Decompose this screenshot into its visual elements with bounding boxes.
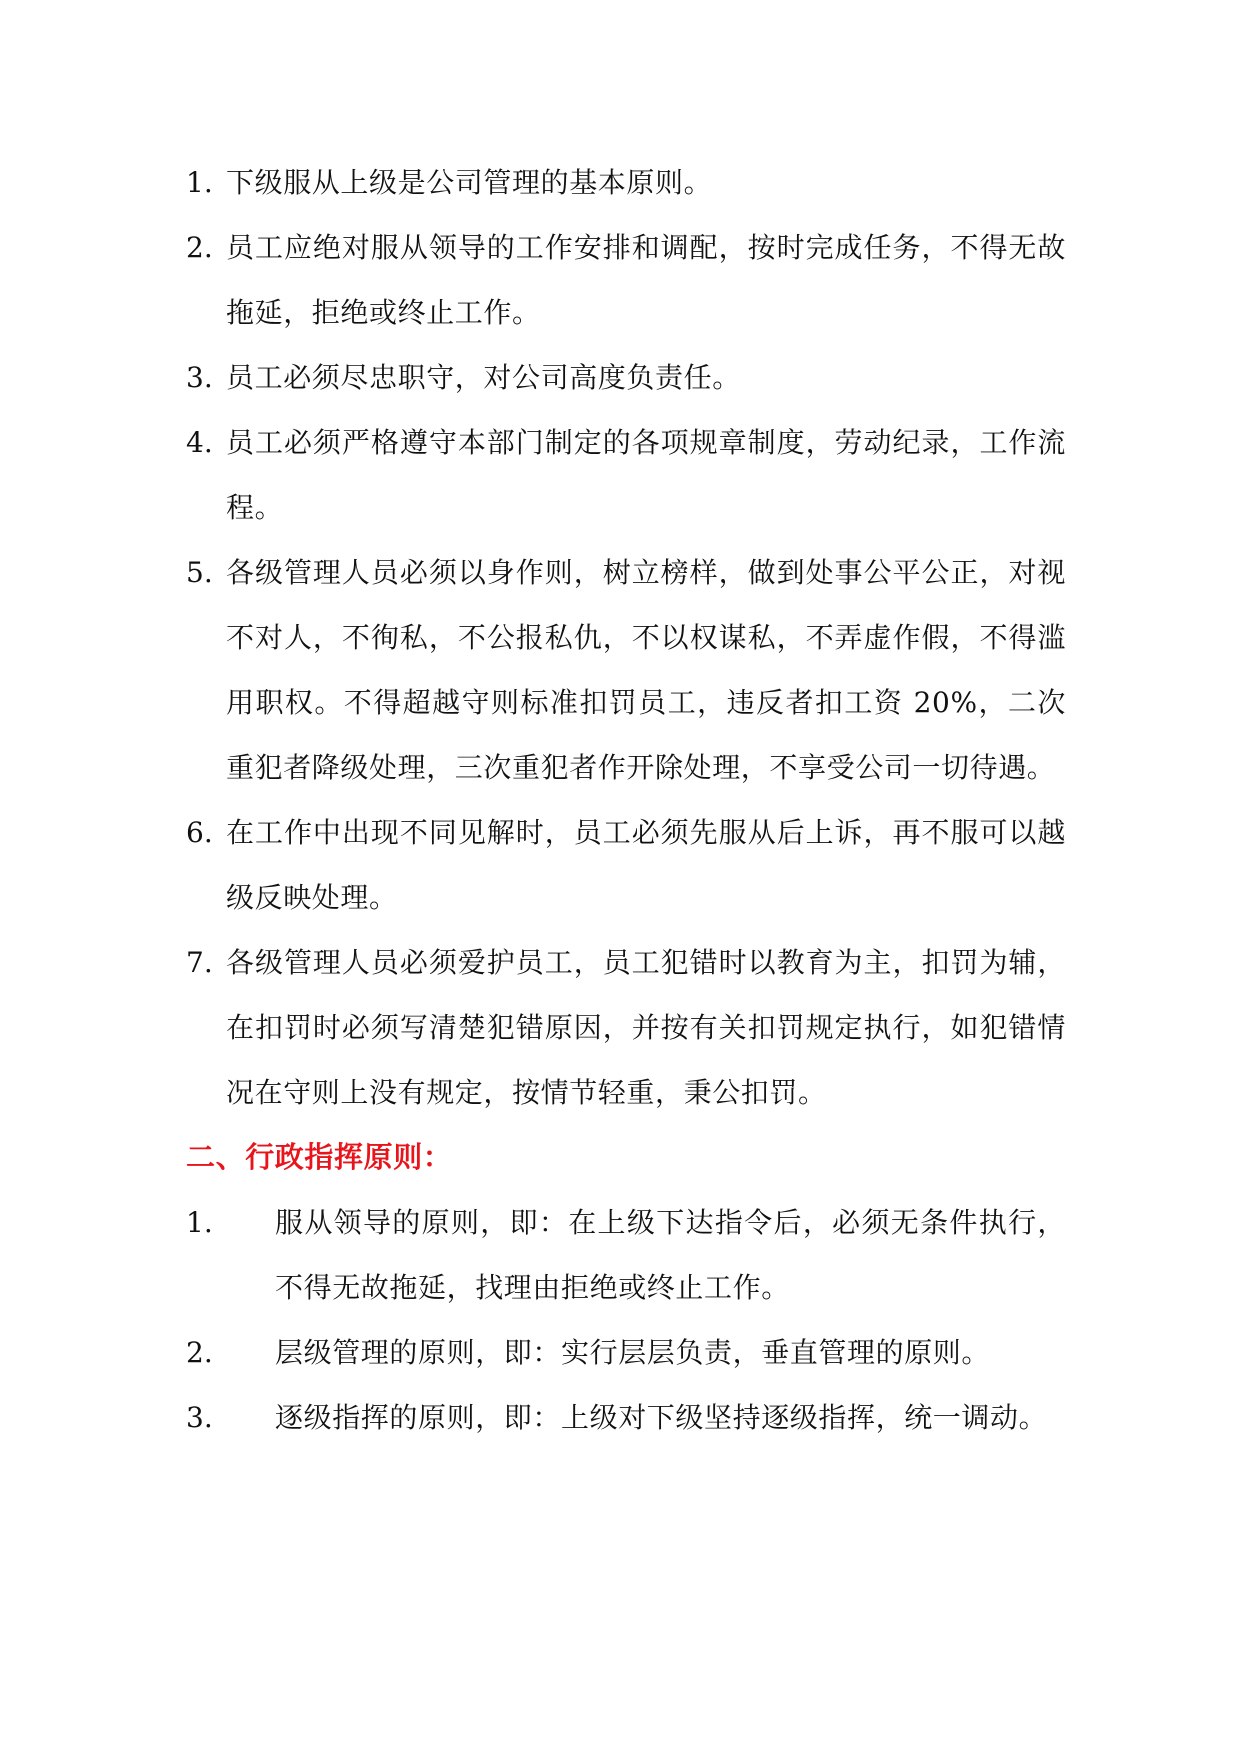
list-item xyxy=(186,540,1066,800)
list-item xyxy=(186,800,1066,930)
item-text: 员工必须尽忠职守，对公司高度负责任。 xyxy=(226,361,741,394)
command-principles-list xyxy=(186,1190,1066,1450)
section-heading: 二、行政指挥原则： xyxy=(186,1140,453,1174)
item-number: 3. xyxy=(186,1401,213,1434)
item-number: 4. xyxy=(186,426,213,459)
item-number: 6. xyxy=(186,816,213,849)
list-item xyxy=(186,1385,1066,1450)
item-text: 各级管理人员必须爱护员工，员工犯错时以教育为主，扣罚为辅，在扣罚时必须写清楚犯错原因，并按有关扣罚规定执行，如犯错情况在守则上没有规定，按情节轻重，秉公扣罚。 xyxy=(226,946,1066,1109)
item-text: 下级服从上级是公司管理的基本原则。 xyxy=(226,166,713,199)
item-number: 7. xyxy=(186,946,213,979)
list-item xyxy=(186,930,1066,1125)
list-item xyxy=(186,1190,1066,1320)
list-item xyxy=(186,1320,1066,1385)
list-item xyxy=(186,345,1066,410)
rules-list xyxy=(186,150,1066,1125)
item-number: 5. xyxy=(186,556,213,589)
list-item xyxy=(186,215,1066,345)
item-number: 3. xyxy=(186,361,213,394)
item-text: 员工必须严格遵守本部门制定的各项规章制度，劳动纪录，工作流程。 xyxy=(226,426,1066,524)
item-number: 1. xyxy=(186,1206,213,1239)
item-number: 2. xyxy=(186,231,213,264)
document-body xyxy=(186,150,1066,1450)
list-item xyxy=(186,410,1066,540)
item-text: 在工作中出现不同见解时，员工必须先服从后上诉，再不服可以越级反映处理。 xyxy=(226,816,1066,914)
item-number: 2. xyxy=(186,1336,213,1369)
list-item xyxy=(186,150,1066,215)
item-text: 各级管理人员必须以身作则，树立榜样，做到处事公平公正，对视不对人，不徇私，不公报私仇，不以权谋私，不弄虚作假，不得滥用职权。不得超越守则标准扣罚员工，违反者扣工资 20%，二次重犯者降级处理，三次重犯者作开除处理，不享受公司一切待遇。 xyxy=(226,556,1066,784)
item-text: 层级管理的原则，即：实行层层负责，垂直管理的原则。 xyxy=(275,1336,991,1369)
item-text: 服从领导的原则，即：在上级下达指令后，必须无条件执行，不得无故拖延，找理由拒绝或终止工作。 xyxy=(275,1206,1066,1304)
item-text: 逐级指挥的原则，即：上级对下级坚持逐级指挥，统一调动。 xyxy=(275,1401,1048,1434)
item-text: 员工应绝对服从领导的工作安排和调配，按时完成任务，不得无故拖延，拒绝或终止工作。 xyxy=(226,231,1066,329)
item-number: 1. xyxy=(186,166,213,199)
